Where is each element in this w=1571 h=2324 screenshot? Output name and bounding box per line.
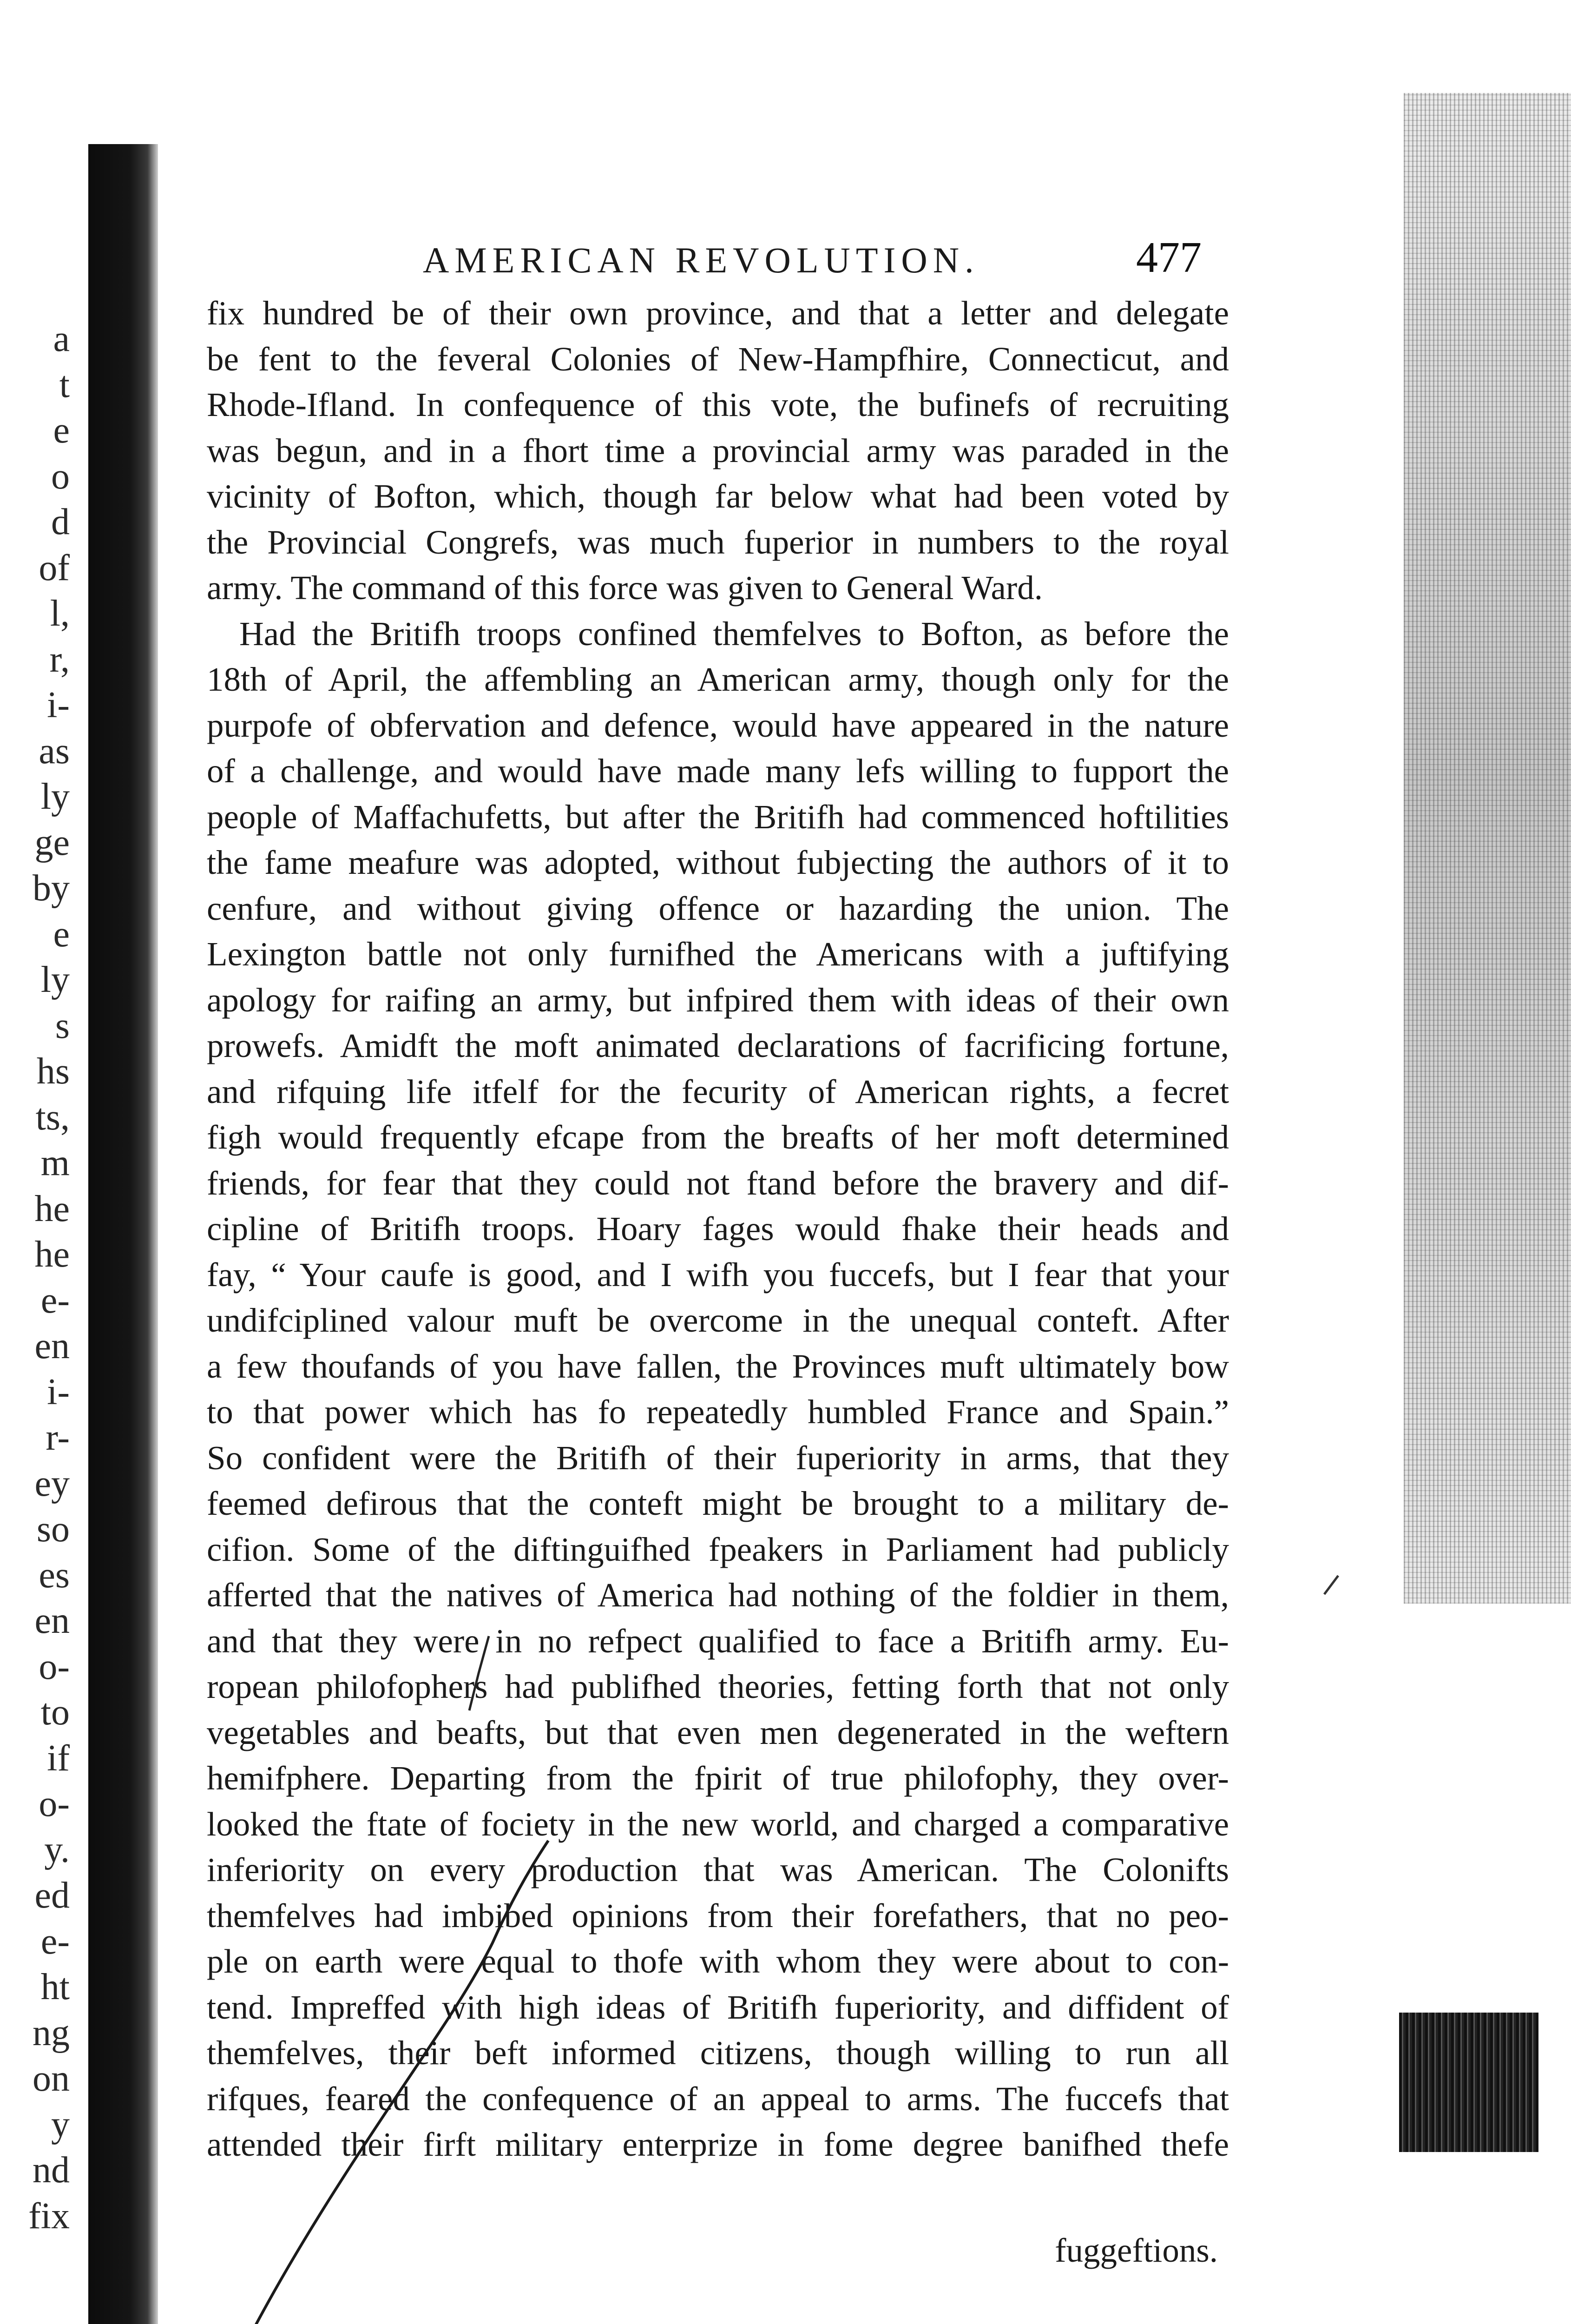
text-line: figh would frequently efcape from the breafts of her moft determined	[207, 1118, 1229, 1156]
gutter-fragment: o-	[39, 1783, 70, 1824]
text-line: cifion. Some of the diftinguifhed fpeakers in Parliament had publicly	[207, 1530, 1229, 1568]
gutter-fragment: fix	[28, 2195, 70, 2237]
catchword: fuggeftions.	[1055, 2232, 1218, 2269]
text-line: hemifphere. Departing from the fpirit of true philofophy, they over-	[207, 1759, 1229, 1797]
gutter-fragment: if	[47, 1737, 70, 1779]
text-line: Had the Britifh troops confined themfelves to Bofton, as before the	[239, 614, 1229, 653]
text-line: was begun, and in a fhort time a provincial army was paraded in the	[207, 431, 1229, 469]
text-line: a few thoufands of you have fallen, the Provinces muft ultimately bow	[207, 1347, 1229, 1385]
text-line: vegetables and beafts, but that even men degenerated in the weftern	[207, 1713, 1229, 1751]
gutter-fragment: he	[34, 1188, 70, 1229]
gutter-fragment: l,	[50, 593, 70, 634]
text-line: vicinity of Bofton, which, though far below what had been voted by	[207, 477, 1229, 515]
scan-edge-block	[1399, 2013, 1538, 2152]
text-line: ropean philofophers had publifhed theories, fetting forth that not only	[207, 1668, 1229, 1705]
text-line: friends, for fear that they could not ftand before the bravery and dif-	[207, 1164, 1229, 1202]
gutter-fragment: o	[51, 456, 70, 497]
gutter-fragment: e	[53, 410, 70, 451]
gutter-fragment: en	[34, 1600, 70, 1641]
text-line: So confident were the Britifh of their fuperiority in arms, that they	[207, 1439, 1229, 1477]
text-line: inferiority on every production that was American. The Colonifts	[207, 1851, 1229, 1888]
text-line: Rhode-Ifland. In confequence of this vote, the bufinefs of recruiting	[207, 386, 1229, 423]
text-line: ple on earth were equal to thofe with whom they were about to con-	[207, 1942, 1229, 1980]
gutter-fragment: r-	[46, 1417, 70, 1458]
text-line: the Provincial Congrefs, was much fuperior in numbers to the royal	[207, 523, 1229, 561]
text-line: people of Maffachufetts, but after the Britifh had commenced hoftilities	[207, 798, 1229, 836]
gutter-fragment: ed	[34, 1875, 70, 1916]
text-line: looked the ftate of fociety in the new world, and charged a comparative	[207, 1805, 1229, 1843]
text-line: themfelves had imbibed opinions from their forefathers, that no peo-	[207, 1896, 1229, 1934]
gutter-fragment: d	[51, 502, 70, 542]
text-line: feemed defirous that the conteft might be brought to a military de-	[207, 1485, 1229, 1522]
text-line: army. The command of this force was given to General Ward.	[207, 569, 1043, 607]
gutter-fragment: ge	[34, 822, 70, 863]
text-line: fay, “ Your caufe is good, and I wifh you fuccefs, but I fear that your	[207, 1255, 1229, 1294]
gutter-fragment: y.	[44, 1829, 70, 1870]
text-line: and that they were in no refpect qualified to face a Britifh army. Eu-	[207, 1622, 1229, 1660]
text-line: Lexington battle not only furnifhed the Americans with a juftifying	[207, 935, 1229, 973]
text-line: tend. Impreffed with high ideas of Britifh fuperiority, and diffident of	[207, 1988, 1229, 2026]
gutter-fragment: y	[51, 2104, 70, 2145]
gutter-fragment: e-	[40, 1280, 70, 1321]
gutter-fragment: to	[40, 1692, 70, 1733]
gutter-fragment: en	[34, 1326, 70, 1367]
text-line: of a challenge, and would have made many lefs willing to fupport the	[207, 752, 1229, 790]
text-line: be fent to the feveral Colonies of New-Hampfhire, Connecticut, and	[207, 340, 1229, 378]
text-line: rifques, feared the confequence of an appeal to arms. The fuccefs that	[207, 2080, 1229, 2118]
gutter-fragment: e	[53, 913, 70, 955]
gutter-fragment: of	[39, 547, 70, 588]
gutter-fragment: ey	[34, 1463, 70, 1504]
gutter-fragment: a	[53, 318, 70, 359]
gutter-fragment: t	[59, 364, 70, 405]
gutter-fragment: so	[36, 1509, 70, 1550]
gutter-fragment: ht	[40, 1967, 70, 2007]
text-line: purpofe of obfervation and defence, would have appeared in the nature	[207, 706, 1229, 744]
book-binding-shadow	[88, 144, 158, 2324]
gutter-fragment: by	[33, 868, 70, 909]
text-line: undifciplined valour muft be overcome in the unequal conteft. After	[207, 1301, 1229, 1339]
gutter-fragment: i-	[47, 685, 70, 726]
text-line: fix hundred be of their own province, and that a letter and delegate	[207, 294, 1229, 332]
gutter-fragment: e-	[40, 1921, 70, 1962]
gutter-fragment: on	[33, 2058, 70, 2099]
text-line: themfelves, their beft informed citizens, though willing to run all	[207, 2034, 1229, 2072]
gutter-fragment: he	[34, 1234, 70, 1275]
text-line: prowefs. Amidft the moft animated declarations of facrificing fortune,	[207, 1027, 1229, 1064]
text-line: 18th of April, the affembling an American army, though only for the	[207, 660, 1229, 698]
body-text	[207, 290, 1229, 2168]
text-line: cipline of Britifh troops. Hoary fages would fhake their heads and	[207, 1210, 1229, 1248]
gutter-fragment: es	[39, 1554, 70, 1596]
gutter-fragment: i-	[47, 1371, 70, 1413]
gutter-fragment: m	[40, 1142, 70, 1183]
text-line: to that power which has fo repeatedly humbled France and Spain.”	[207, 1393, 1229, 1431]
gutter-fragment: hs	[36, 1051, 70, 1092]
gutter-fragment: as	[39, 730, 70, 772]
text-line: the fame meafure was adopted, without fubjecting the authors of it to	[207, 844, 1229, 881]
gutter-fragment: ly	[40, 959, 70, 1000]
text-line: afferted that the natives of America had nothing of the foldier in them,	[207, 1576, 1229, 1614]
text-line: and rifquing life itfelf for the fecurity of American rights, a fecret	[207, 1072, 1229, 1110]
text-line: apology for raifing an army, but infpired them with ideas of their own	[207, 981, 1229, 1019]
gutter-fragment: s	[55, 1005, 70, 1046]
gutter-fragment: nd	[33, 2150, 70, 2191]
gutter-fragment: ng	[33, 2012, 70, 2053]
gutter-fragment: o-	[39, 1646, 70, 1687]
gutter-fragment: r,	[49, 639, 70, 680]
text-line: attended their firft military enterprize in fome degree banifhed thefe	[207, 2126, 1229, 2163]
facing-page-fragments	[0, 316, 70, 2239]
text-line: cenfure, and without giving offence or hazarding the union. The	[207, 889, 1229, 927]
gutter-fragment: ly	[40, 776, 70, 817]
page-number: 477	[1136, 233, 1202, 282]
running-head: AMERICAN REVOLUTION.	[423, 240, 979, 280]
gutter-fragment: ts,	[35, 1096, 70, 1138]
scan-edge-noise	[1404, 93, 1571, 1604]
